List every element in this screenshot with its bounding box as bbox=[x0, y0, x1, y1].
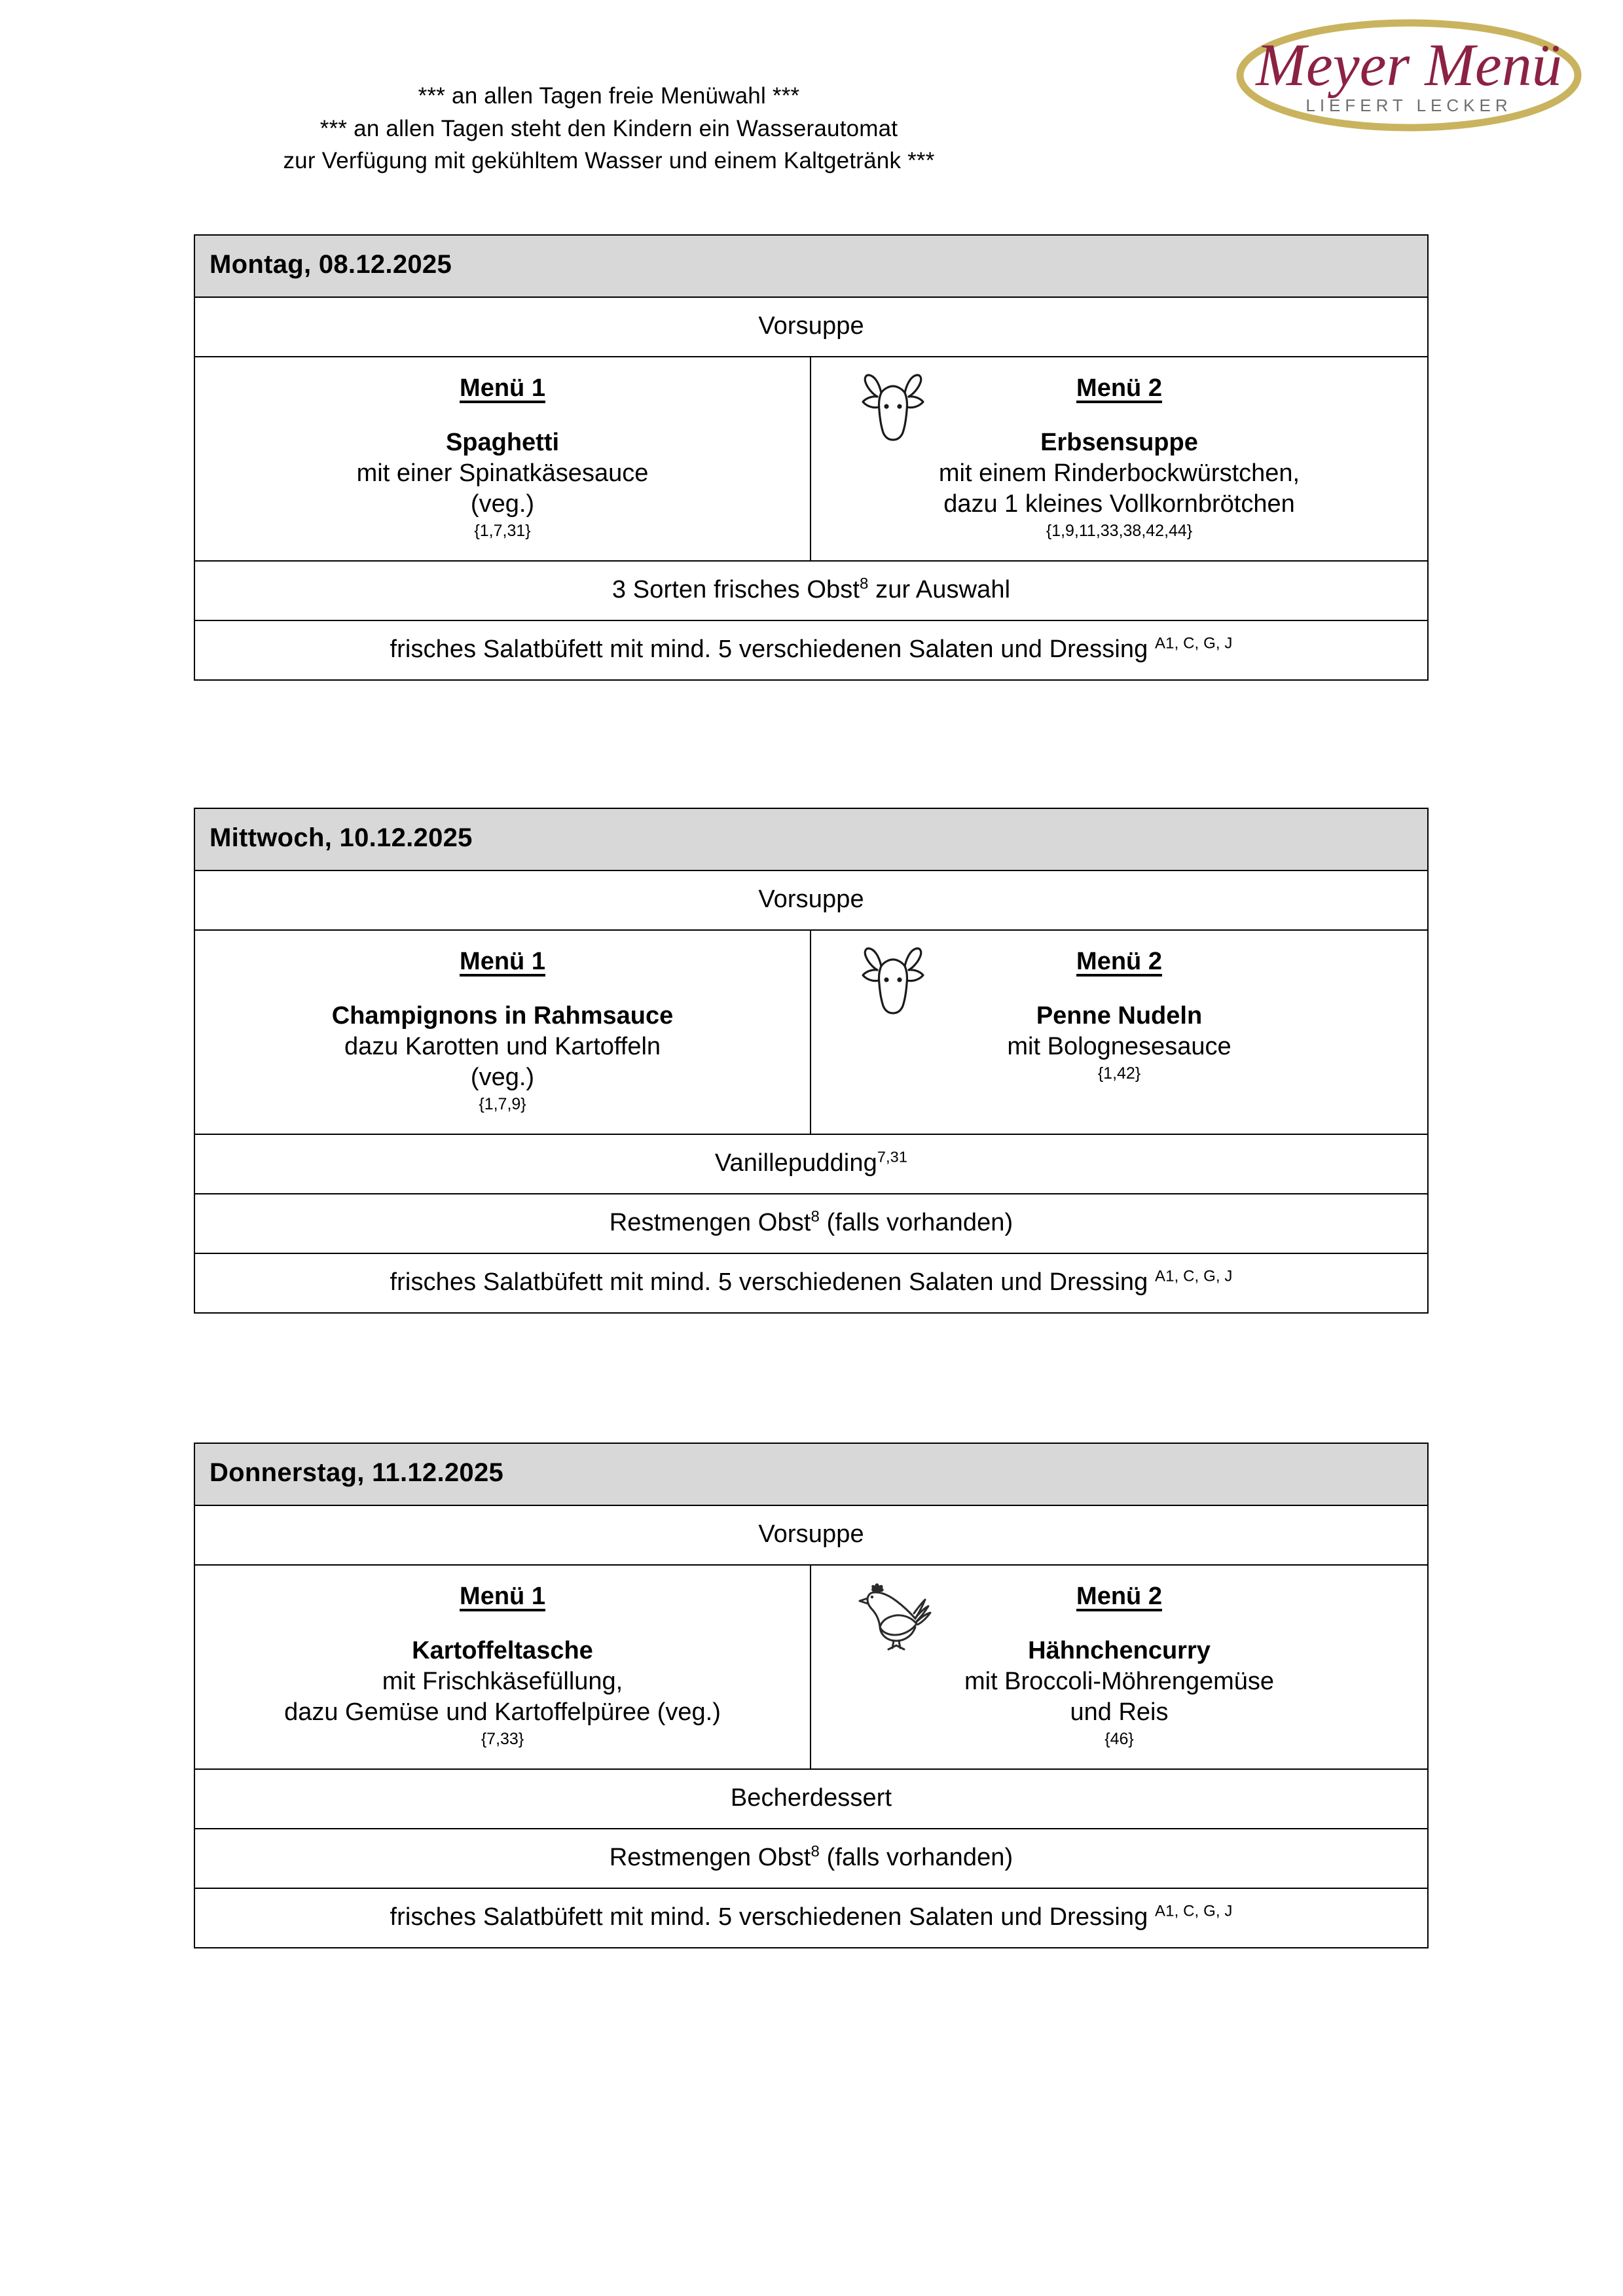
menu-2-cell bbox=[811, 1566, 1427, 1768]
menu-2-allergens: {46} bbox=[1104, 1730, 1134, 1749]
salad-buffet bbox=[195, 621, 1427, 679]
day-title-row bbox=[195, 1444, 1427, 1506]
menu-1-dish-desc-2: dazu Gemüse und Kartoffelpüree (veg.) bbox=[284, 1698, 721, 1727]
cow-icon bbox=[850, 369, 936, 448]
day-title: Mittwoch, 10.12.2025 bbox=[195, 809, 1427, 870]
salad-buffet-allergens: A1, C, G, J bbox=[1155, 1267, 1233, 1285]
extra-item bbox=[195, 1829, 1427, 1888]
salad-buffet-text: frisches Salatbüfett mit mind. 5 verschiedenen Salaten und Dressing bbox=[390, 1268, 1148, 1297]
extra-item-sup: 8 bbox=[811, 1842, 820, 1861]
salad-buffet-allergens: A1, C, G, J bbox=[1155, 634, 1233, 653]
page-header bbox=[0, 0, 1623, 196]
menu-2-allergens: {1,9,11,33,38,42,44} bbox=[1046, 522, 1193, 541]
menu-1-dish-desc-1: dazu Karotten und Kartoffeln bbox=[344, 1033, 661, 1061]
menu-1-dish-desc-1: mit einer Spinatkäsesauce bbox=[356, 459, 649, 488]
menu-1-dish-name: Kartoffeltasche bbox=[412, 1637, 593, 1664]
menu-2-label: Menü 2 bbox=[1076, 948, 1162, 975]
menu-2-dish-name: Erbsensuppe bbox=[1040, 429, 1198, 456]
menu-1-cell bbox=[195, 1566, 811, 1768]
menu-1-dish-desc-1: mit Frischkäsefüllung, bbox=[382, 1668, 623, 1696]
extra-row bbox=[195, 1770, 1427, 1829]
extra-item bbox=[195, 1135, 1427, 1193]
salad-buffet bbox=[195, 1889, 1427, 1947]
menu-2-dish-desc-1: mit einem Rinderbockwürstchen, bbox=[938, 459, 1300, 488]
menu-1-label: Menü 1 bbox=[460, 1583, 545, 1610]
salad-row bbox=[195, 1254, 1427, 1312]
extra-row bbox=[195, 562, 1427, 621]
extra-item-sup: 8 bbox=[811, 1208, 820, 1226]
extra-item-tail: zur Auswahl bbox=[868, 576, 1011, 604]
header-notice bbox=[0, 80, 1218, 177]
menu-2-label: Menü 2 bbox=[1076, 1583, 1162, 1610]
extra-row bbox=[195, 1135, 1427, 1194]
extra-item bbox=[195, 1194, 1427, 1253]
menu-1-dish bbox=[206, 1001, 799, 1114]
menu-1-label: Menü 1 bbox=[460, 374, 545, 402]
extra-item-text: Becherdessert bbox=[730, 1784, 892, 1812]
salad-buffet bbox=[195, 1254, 1427, 1312]
menu-1-allergens: {1,7,31} bbox=[474, 522, 531, 541]
header-notice-line-2: *** an allen Tagen steht den Kindern ein Wasserautomat bbox=[319, 115, 898, 141]
menu-2-cell bbox=[811, 357, 1427, 560]
extra-item-text: Vanillepudding bbox=[714, 1149, 877, 1177]
menu-row bbox=[195, 931, 1427, 1135]
menu-2-cell bbox=[811, 931, 1427, 1134]
extra-item bbox=[195, 562, 1427, 620]
menu-2-dish-desc-1: mit Broccoli-Möhrengemüse bbox=[964, 1668, 1275, 1696]
menu-2-dish-name: Hähnchencurry bbox=[1028, 1637, 1211, 1664]
logo-tagline-text: LIEFERT LECKER bbox=[1305, 96, 1512, 115]
extra-item-text: 3 Sorten frisches Obst bbox=[611, 576, 860, 604]
meyer-menu-logo bbox=[1226, 12, 1592, 139]
chicken-icon bbox=[850, 1577, 936, 1656]
extra-item-tail: (falls vorhanden) bbox=[819, 1209, 1013, 1237]
menu-1-label: Menü 1 bbox=[460, 948, 545, 975]
menu-2-label: Menü 2 bbox=[1076, 374, 1162, 402]
extra-item-text: Restmengen Obst bbox=[609, 1844, 811, 1872]
extra-item-text: Restmengen Obst bbox=[609, 1209, 811, 1237]
day-title-row bbox=[195, 236, 1427, 298]
extra-item bbox=[195, 1770, 1427, 1828]
menu-1-dish-name: Champignons in Rahmsauce bbox=[331, 1002, 674, 1030]
day-title: Montag, 08.12.2025 bbox=[195, 236, 1427, 296]
day-block-mittwoch bbox=[194, 808, 1429, 1314]
soup-label: Vorsuppe bbox=[758, 886, 864, 913]
extra-row bbox=[195, 1194, 1427, 1254]
day-block-donnerstag bbox=[194, 1443, 1429, 1948]
soup-row bbox=[195, 1506, 1427, 1566]
menu-2-dish-desc-2: und Reis bbox=[1070, 1698, 1169, 1727]
extra-item-sup: 8 bbox=[860, 575, 869, 593]
salad-buffet-text: frisches Salatbüfett mit mind. 5 verschiedenen Salaten und Dressing bbox=[390, 1903, 1148, 1931]
logo-brand-text: Meyer Menü bbox=[1256, 31, 1562, 98]
header-notice-line-3: zur Verfügung mit gekühltem Wasser und einem Kaltgetränk *** bbox=[283, 148, 935, 174]
menu-1-dish-desc-2: (veg.) bbox=[470, 490, 535, 518]
soup-row bbox=[195, 298, 1427, 357]
extra-row bbox=[195, 1829, 1427, 1889]
soup-row bbox=[195, 871, 1427, 931]
soup-label: Vorsuppe bbox=[758, 1520, 864, 1548]
soup-label: Vorsuppe bbox=[758, 312, 864, 340]
menu-2-allergens: {1,42} bbox=[1097, 1064, 1141, 1083]
menu-1-dish bbox=[206, 427, 799, 541]
menu-row bbox=[195, 1566, 1427, 1770]
logo-graphic bbox=[1226, 12, 1592, 139]
extra-item-tail: (falls vorhanden) bbox=[819, 1844, 1013, 1872]
menu-1-cell bbox=[195, 357, 811, 560]
day-title-row bbox=[195, 809, 1427, 871]
menu-1-allergens: {1,7,9} bbox=[479, 1095, 526, 1114]
header-notice-line-1: *** an allen Tagen freie Menüwahl *** bbox=[418, 83, 800, 109]
salad-buffet-allergens: A1, C, G, J bbox=[1155, 1902, 1233, 1920]
salad-buffet-text: frisches Salatbüfett mit mind. 5 verschiedenen Salaten und Dressing bbox=[390, 636, 1148, 664]
menu-1-allergens: {7,33} bbox=[481, 1730, 524, 1749]
menu-1-dish-desc-2: (veg.) bbox=[470, 1064, 535, 1092]
menu-1-dish-name: Spaghetti bbox=[445, 429, 560, 456]
day-title: Donnerstag, 11.12.2025 bbox=[195, 1444, 1427, 1505]
menu-2-dish-desc-1: mit Bolognesesauce bbox=[1007, 1033, 1231, 1061]
salad-row bbox=[195, 621, 1427, 679]
menu-2-dish-desc-2: dazu 1 kleines Vollkornbrötchen bbox=[943, 490, 1295, 518]
menu-1-dish bbox=[206, 1636, 799, 1749]
menu-1-cell bbox=[195, 931, 811, 1134]
cow-icon bbox=[850, 942, 936, 1021]
menu-row bbox=[195, 357, 1427, 562]
menu-2-dish-name: Penne Nudeln bbox=[1036, 1002, 1203, 1030]
extra-item-sup: 7,31 bbox=[877, 1148, 908, 1166]
salad-row bbox=[195, 1889, 1427, 1947]
day-block-montag bbox=[194, 234, 1429, 681]
